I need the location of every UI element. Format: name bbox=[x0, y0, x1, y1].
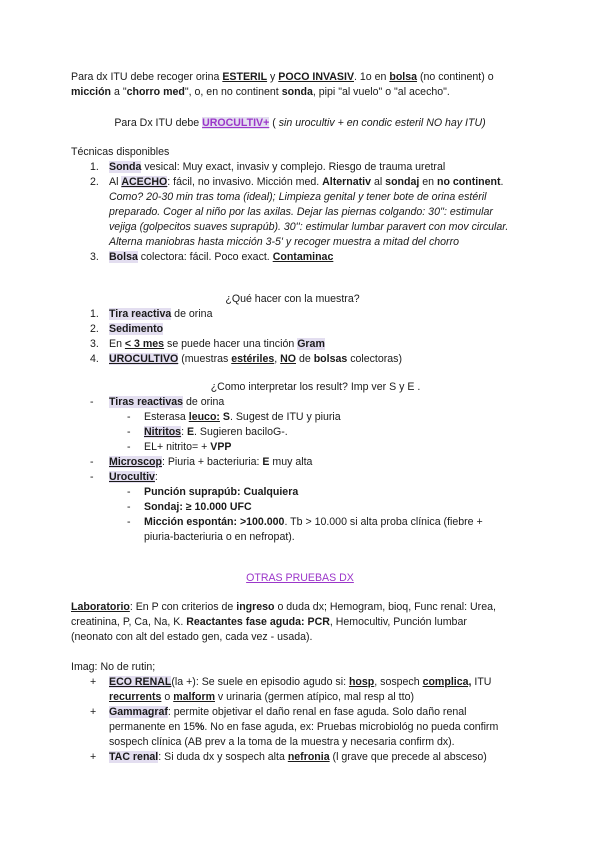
text: o duda dx; Hemogram, bioq, Func renal: Urea, bbox=[274, 601, 496, 613]
text: . Sugieren baciloG-. bbox=[194, 426, 288, 438]
malform-term: malform bbox=[173, 691, 215, 703]
interp-subitem bbox=[71, 440, 536, 455]
sonda-term: sonda bbox=[281, 86, 313, 98]
acecho-detail-line: vejiga (golpecitos suaves suprapúb). 30'': estimular lumbar paravert con mov circular. bbox=[109, 221, 509, 233]
text: de bbox=[296, 353, 314, 365]
urocultiv-note: sin urocultiv + en condic esteril NO hay ITU) bbox=[278, 117, 486, 129]
bullet: - bbox=[90, 471, 94, 483]
muestra-item bbox=[71, 337, 536, 352]
leuco-term: leuco: bbox=[188, 411, 220, 423]
text: , pipi "al vuelo" o "al acecho". bbox=[312, 86, 450, 98]
acecho-detail-line: Alterna maniobras hasta micción 3-5' y recoger muestra a mitad del chorro bbox=[109, 236, 460, 248]
text: piuria-bacteriuria o en nefropat). bbox=[144, 531, 295, 543]
text: (neonato con alt del estado gen, cada vez - usada). bbox=[71, 631, 313, 643]
text: creatinina, P, Ca, Na, K. bbox=[71, 616, 187, 628]
sonda-term: Sonda bbox=[109, 161, 142, 173]
tecnica-item bbox=[71, 175, 536, 190]
s-term: S bbox=[222, 411, 230, 423]
bolsa-term: bolsa bbox=[389, 71, 418, 83]
text: . No en fase aguda, ex: Pruebas microbiológ no pueda confirm bbox=[204, 721, 499, 733]
text: , Hemocultiv, Punción lumbar bbox=[329, 616, 467, 628]
text: . Sugest de ITU y piuria bbox=[229, 411, 341, 423]
text: EL+ nitrito= + bbox=[144, 441, 211, 453]
text: colectoras) bbox=[347, 353, 403, 365]
otras-pruebas-link[interactable]: OTRAS PRUEBAS DX bbox=[246, 572, 354, 584]
urocultivo-term: UROCULTIVO bbox=[109, 353, 179, 365]
text: colectora: fácil. Poco exact. bbox=[137, 251, 273, 263]
bullet: - bbox=[127, 426, 131, 438]
text: permanente en 15 bbox=[109, 721, 195, 733]
text: Para dx ITU debe recoger orina bbox=[71, 71, 223, 83]
bullet: + bbox=[90, 751, 97, 763]
text: se puede hacer una tinción bbox=[164, 338, 298, 350]
text: : Piuria + bacteriuria: bbox=[161, 456, 263, 468]
reactantes-term: Reactantes fase aguda: PCR bbox=[186, 616, 330, 628]
nitritos-term: Nitritos bbox=[144, 426, 182, 438]
alternativ-term: Alternativ bbox=[322, 176, 372, 188]
text: , bbox=[274, 353, 281, 365]
e-term: E bbox=[186, 426, 195, 438]
tecnicas-title: Técnicas disponibles bbox=[71, 146, 170, 158]
tira-reactiva-term: Tira reactiva bbox=[109, 308, 172, 320]
bullet: - bbox=[127, 411, 131, 423]
nefronia-term: nefronia bbox=[287, 751, 330, 763]
interp-subitem bbox=[71, 485, 536, 500]
eco-renal-continuation bbox=[71, 690, 536, 705]
text: (muestras bbox=[178, 353, 232, 365]
text: , sospech bbox=[374, 676, 423, 688]
imag-item bbox=[71, 750, 536, 765]
muestra-item bbox=[71, 322, 536, 337]
item-number: 4. bbox=[90, 353, 99, 365]
eco-renal-term: ECO RENAL bbox=[109, 676, 172, 688]
item-number: 3. bbox=[90, 251, 99, 263]
tac-renal-term: TAC renal bbox=[109, 751, 159, 763]
threshold-value: >100.000 bbox=[239, 516, 285, 528]
interp-item bbox=[71, 455, 536, 470]
intro-line-2 bbox=[71, 85, 536, 100]
text: . bbox=[500, 176, 504, 188]
interp-subitem bbox=[71, 410, 536, 425]
text: v urinaria (germen atípico, mal resp al tto) bbox=[214, 691, 414, 703]
text: : fácil, no invasivo. Micción med. bbox=[167, 176, 323, 188]
interp-subitem bbox=[71, 500, 536, 515]
intro-paragraph bbox=[71, 70, 536, 100]
interp-section bbox=[71, 380, 536, 545]
text: y bbox=[267, 71, 279, 83]
text: a " bbox=[111, 86, 127, 98]
text: o bbox=[161, 691, 174, 703]
urocultiv-term: Urocultiv bbox=[109, 471, 155, 483]
acecho-detail-line: preparado. Coger al niño por las axilas. Dejar las piernas colgando: 30'': estimular bbox=[109, 206, 493, 218]
tecnicas-section bbox=[71, 145, 536, 265]
imag-item bbox=[71, 675, 536, 690]
text: . 1o en bbox=[354, 71, 390, 83]
sondaj-term: Sondaj: ≥ 10.000 UFC bbox=[144, 501, 252, 513]
miccion-term: micción bbox=[71, 86, 112, 98]
text: de orina bbox=[171, 308, 213, 320]
percent-sign: % bbox=[195, 721, 205, 733]
text: muy alta bbox=[269, 456, 313, 468]
poco-invasiv-term: POCO INVASIV bbox=[278, 71, 355, 83]
item-number: 3. bbox=[90, 338, 99, 350]
acecho-term: ACECHO bbox=[121, 176, 168, 188]
puncion-term: Punción suprapúb: Cualquiera bbox=[144, 486, 299, 498]
ingreso-term: ingreso bbox=[236, 601, 275, 613]
text: (no continent) o bbox=[417, 71, 494, 83]
item-number: 1. bbox=[90, 308, 99, 320]
bolsas-term: bolsas bbox=[313, 353, 348, 365]
interp-item bbox=[71, 470, 536, 485]
text: de orina bbox=[183, 396, 225, 408]
tecnica-item bbox=[71, 250, 536, 265]
text: En bbox=[109, 338, 125, 350]
text: vesical: Muy exact, invasiv y complejo. Riesgo de trauma uretral bbox=[141, 161, 446, 173]
no-term: NO bbox=[280, 353, 297, 365]
miccion-espontan-term: Micción espontán: bbox=[144, 516, 240, 528]
text: ( bbox=[269, 117, 279, 129]
bullet: - bbox=[127, 486, 131, 498]
esteriles-term: estériles bbox=[231, 353, 275, 365]
tiras-reactivas-term: Tiras reactivas bbox=[109, 396, 184, 408]
interp-subitem bbox=[71, 515, 536, 530]
text: . Tb > 10.000 si alta proba clínica (fiebre + bbox=[284, 516, 483, 528]
recurrents-term: recurrents bbox=[109, 691, 162, 703]
muestra-section bbox=[71, 292, 536, 367]
urocultiv-line bbox=[60, 116, 540, 131]
acecho-detail-line: Como? 20-30 min tras toma (ideal); Limpieza genital y tener bote de orina estéril bbox=[109, 191, 487, 203]
vpp-term: VPP bbox=[210, 441, 232, 453]
text: (la +): Se suele en episodio agudo si: bbox=[171, 676, 349, 688]
item-number: 2. bbox=[90, 176, 99, 188]
e-term: E bbox=[262, 456, 270, 468]
text: en bbox=[419, 176, 437, 188]
lab-paragraph bbox=[71, 600, 536, 645]
bullet: + bbox=[90, 706, 97, 718]
imag-section bbox=[71, 660, 536, 765]
bolsa-term: Bolsa bbox=[109, 251, 138, 263]
intro-line-1 bbox=[71, 70, 536, 85]
text: : permite objetivar el daño renal en fase aguda. Solo daño renal bbox=[167, 706, 467, 718]
item-number: 2. bbox=[90, 323, 99, 335]
text: : bbox=[181, 426, 187, 438]
microscop-term: Microscop bbox=[109, 456, 162, 468]
tecnica-item bbox=[71, 160, 536, 175]
bullet: - bbox=[127, 516, 131, 528]
text: (l grave que precede al absceso) bbox=[329, 751, 487, 763]
otras-title-row bbox=[60, 571, 540, 586]
contaminac-term: Contaminac bbox=[272, 251, 334, 263]
text: Al bbox=[109, 176, 122, 188]
imag-item bbox=[71, 705, 536, 720]
gram-term: Gram bbox=[297, 338, 325, 350]
gammagraf-continuation bbox=[71, 720, 536, 735]
bullet: - bbox=[127, 441, 131, 453]
complica-term: complica, bbox=[422, 676, 472, 688]
muestra-item bbox=[71, 307, 536, 322]
text: ITU bbox=[471, 676, 492, 688]
chorro-med-term: chorro med bbox=[126, 86, 185, 98]
sondaj-term: sondaj bbox=[385, 176, 420, 188]
hosp-term: hosp bbox=[348, 676, 375, 688]
text: sospech clínica (AB prev a la toma de la muestra y necesaria confirm dx). bbox=[109, 736, 455, 748]
bullet: + bbox=[90, 676, 97, 688]
muestra-item bbox=[71, 352, 536, 367]
gammagraf-term: Gammagraf bbox=[109, 706, 168, 718]
text: : bbox=[154, 471, 158, 483]
sedimento-term: Sedimento bbox=[109, 323, 164, 335]
text: Esterasa bbox=[144, 411, 189, 423]
imag-title: Imag: No de rutin; bbox=[71, 661, 156, 673]
text: Para Dx ITU debe bbox=[114, 117, 203, 129]
interp-title: ¿Como interpretar los result? Imp ver S y E . bbox=[210, 381, 421, 393]
laboratorio-term: Laboratorio bbox=[71, 601, 130, 613]
bullet: - bbox=[90, 396, 94, 408]
muestra-title: ¿Qué hacer con la muestra? bbox=[225, 293, 360, 305]
text: : En P con criterios de bbox=[129, 601, 237, 613]
text: al bbox=[371, 176, 386, 188]
age-term: < 3 mes bbox=[124, 338, 165, 350]
no-continent-term: no continent bbox=[436, 176, 501, 188]
esteril-term: ESTERIL bbox=[222, 71, 268, 83]
bullet: - bbox=[90, 456, 94, 468]
text: ", o, en no continent bbox=[184, 86, 282, 98]
text: : Si duda dx y sospech alta bbox=[158, 751, 288, 763]
interp-item bbox=[71, 395, 536, 410]
interp-subitem bbox=[71, 425, 536, 440]
item-number: 1. bbox=[90, 161, 99, 173]
bullet: - bbox=[127, 501, 131, 513]
urocultiv-link[interactable]: UROCULTIV+ bbox=[202, 117, 270, 129]
